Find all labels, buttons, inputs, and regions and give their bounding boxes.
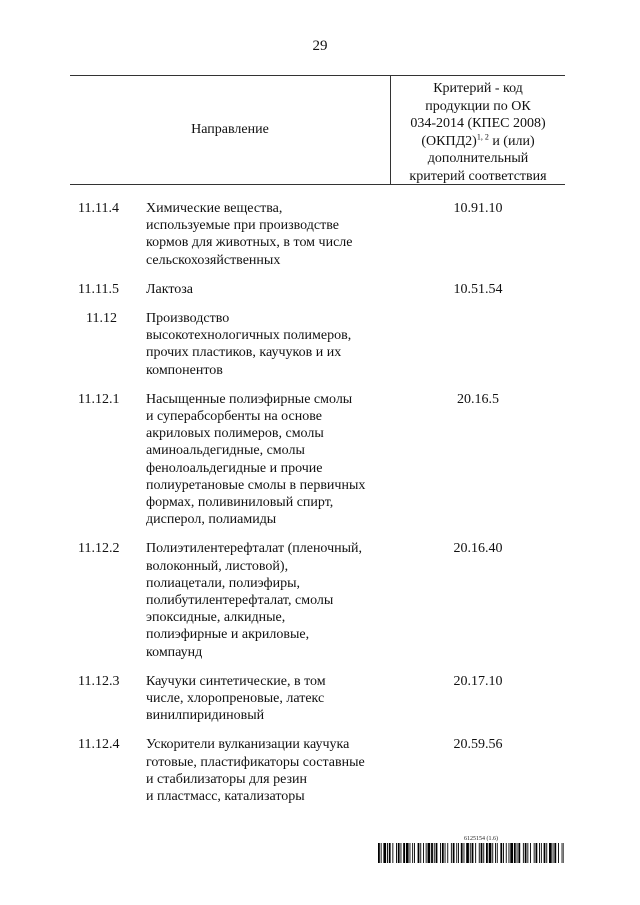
row-description-line: кормов для животных, в том числе — [146, 235, 353, 251]
barcode-bar — [418, 843, 420, 863]
barcode-bar — [483, 843, 484, 863]
row-description-line: полиацетали, полиэфиры, — [146, 575, 300, 591]
page-number: 29 — [312, 38, 328, 54]
row-description — [146, 281, 384, 298]
barcode-bar — [445, 843, 446, 863]
row-description-line: готовые, пластификаторы составные — [146, 754, 365, 770]
row-description-line: аминоальдегидные, смолы — [146, 443, 305, 459]
barcode-bar — [486, 843, 488, 863]
barcode-bar — [509, 843, 510, 863]
row-description-line: Полиэтилентерефталат (пленочный, — [146, 541, 363, 557]
row-description-line: винилпиридиновый — [146, 708, 265, 724]
barcode-bar — [458, 843, 459, 863]
barcode-bar — [495, 843, 496, 863]
row-description-line: сельскохозяйственных — [146, 252, 281, 268]
row-code: 11.12.1 — [78, 391, 120, 407]
row-description-line: акриловых полимеров, смолы — [146, 426, 324, 442]
row-description-line: числе, хлоропреновые, латекс — [146, 690, 325, 706]
barcode-bar — [453, 843, 455, 863]
barcode-bar — [403, 843, 405, 863]
barcode-bar — [414, 843, 415, 863]
barcode-bar — [428, 843, 431, 863]
barcode-bar — [466, 843, 469, 863]
row-description — [146, 540, 384, 660]
row-criterion-code: 10.91.10 — [453, 201, 503, 216]
barcode-bar — [440, 843, 441, 863]
row-description-line: полиэфирные и акриловые, — [146, 627, 310, 643]
barcode-bar — [534, 843, 535, 863]
row-description-line: Химические вещества, — [146, 201, 283, 216]
row-criterion-code: 20.17.10 — [453, 673, 503, 689]
row-description-line: полиуретановые смолы в первичных — [146, 477, 366, 493]
barcode-bar — [470, 843, 471, 863]
barcode-bar — [451, 843, 452, 863]
barcode-bar — [423, 843, 424, 863]
barcode-bar — [431, 843, 433, 863]
barcode-bar — [489, 843, 492, 863]
barcode-block — [378, 836, 564, 863]
barcode-bar — [396, 843, 397, 863]
header-criterion-line: критерий соответствия — [409, 168, 547, 184]
barcode-bar — [510, 843, 513, 863]
barcode-bar — [401, 843, 402, 863]
row-criterion-code: 20.16.5 — [457, 391, 499, 407]
barcode-bar — [447, 843, 448, 863]
row-description-line: и суперабсорбенты на основе — [146, 408, 322, 424]
row-criterion-code: 20.59.56 — [453, 737, 503, 753]
barcode-bar — [481, 843, 483, 863]
barcode-bar — [539, 843, 540, 863]
barcode-bar — [558, 843, 559, 863]
row-criterion-code: 10.51.54 — [453, 281, 503, 297]
row-description-line: высокотехнологичных полимеров, — [146, 328, 352, 344]
row-code: 11.12.3 — [78, 673, 120, 689]
header-criterion-okpd: (ОКПД2) — [421, 133, 477, 149]
row-description-line: компаунд — [146, 644, 203, 660]
barcode-bar — [392, 843, 393, 863]
row-description-line: фенолоальдегидные и прочие — [146, 460, 323, 476]
barcode-caption: 6125154 (1.6) — [464, 836, 498, 842]
barcode-bar — [525, 843, 527, 863]
barcode-bar — [527, 843, 528, 863]
table-row — [0, 736, 640, 805]
row-code: 11.12.4 — [78, 737, 120, 753]
barcode-bar — [479, 843, 480, 863]
row-description-line: волоконный, листовой), — [146, 558, 289, 574]
row-description-line: Каучуки синтетические, в том — [146, 673, 326, 689]
row-code: 11.12 — [86, 310, 117, 326]
barcode-bar — [518, 843, 520, 863]
row-code: 11.12.2 — [78, 541, 120, 557]
barcode-bar — [464, 843, 465, 863]
barcode-bar — [492, 843, 493, 863]
row-description-line: компонентов — [146, 362, 223, 378]
barcode-bar — [544, 843, 546, 863]
barcode-bar — [497, 843, 498, 863]
barcode-bar — [553, 843, 554, 863]
barcode-bar — [472, 843, 474, 863]
barcode-bar — [406, 843, 409, 863]
row-description — [146, 736, 384, 805]
barcode-bar — [456, 843, 457, 863]
barcode-bar — [500, 843, 502, 863]
barcode-bar — [420, 843, 421, 863]
barcode-bar — [541, 843, 542, 863]
barcode-bar — [378, 843, 380, 863]
row-code: 11.11.5 — [78, 281, 119, 297]
header-criterion-line: дополнительный — [427, 151, 529, 167]
barcode-bar — [554, 843, 556, 863]
row-description-line: используемые при производстве — [146, 218, 339, 234]
table-body — [0, 200, 640, 817]
row-description-line: Ускорители вулканизации каучука — [146, 737, 350, 753]
row-description-line: полибутилентерефталат, смолы — [146, 592, 334, 608]
row-description — [146, 673, 384, 725]
barcode-bar — [549, 843, 552, 863]
header-criterion-line: Критерий - код — [433, 81, 523, 96]
barcode-bar — [475, 843, 476, 863]
header-criterion-line — [391, 133, 565, 151]
barcode-bar — [389, 843, 391, 863]
row-description-line: дисперол, полиамиды — [146, 512, 277, 528]
header-direction — [70, 75, 390, 185]
barcode-bar — [442, 843, 444, 863]
table-row — [0, 673, 640, 725]
row-description-line: Лактоза — [146, 281, 194, 297]
table-row — [0, 391, 640, 529]
barcode-bar — [381, 843, 382, 863]
barcode-bar — [426, 843, 427, 863]
header-criterion-line: 034-2014 (КПЕС 2008) — [410, 116, 546, 132]
barcode-bar — [383, 843, 386, 863]
barcode-bar — [517, 843, 518, 863]
row-description — [146, 310, 384, 379]
header-criterion — [391, 80, 565, 186]
barcode-bar — [412, 843, 413, 863]
barcode-bar — [434, 843, 435, 863]
barcode-bar — [503, 843, 504, 863]
row-code: 11.11.4 — [78, 201, 119, 216]
barcode-bar — [546, 843, 547, 863]
barcode-bar — [563, 843, 564, 863]
table-row — [0, 310, 640, 379]
row-description-line: и пластмасс, катализаторы — [146, 788, 305, 804]
row-description-line: и стабилизаторы для резин — [146, 771, 307, 787]
barcode-bar — [530, 843, 531, 863]
barcode-bar — [536, 843, 538, 863]
table-row — [0, 200, 640, 269]
barcode-bar — [506, 843, 507, 863]
header-criterion-line: продукции по ОК — [425, 98, 531, 114]
barcode-bar — [387, 843, 388, 863]
row-description-line: эпоксидные, алкидные, — [146, 610, 286, 626]
barcode-bar — [398, 843, 400, 863]
table-row — [0, 540, 640, 660]
barcode-bar — [514, 843, 516, 863]
row-description-line: прочих пластиков, каучуков и их — [146, 345, 342, 361]
header-criterion-footnote: 1, 2 — [476, 132, 489, 142]
header-direction-label: Направление — [191, 122, 269, 137]
barcode-bar — [461, 843, 463, 863]
row-description-line: Производство — [146, 310, 230, 326]
barcode-bar — [436, 843, 438, 863]
header-criterion-andor: и (или) — [488, 133, 535, 149]
row-description-line: формах, поливиниловый спирт, — [146, 495, 334, 510]
row-description-line: Насыщенные полиэфирные смолы — [146, 391, 353, 407]
row-description — [146, 391, 384, 529]
row-description — [146, 200, 384, 269]
table-row — [0, 281, 640, 298]
barcode-bar — [562, 843, 563, 863]
barcode-icon — [378, 843, 564, 863]
barcode-bar — [523, 843, 524, 863]
barcode-bar — [410, 843, 411, 863]
row-criterion-code: 20.16.40 — [453, 541, 503, 557]
